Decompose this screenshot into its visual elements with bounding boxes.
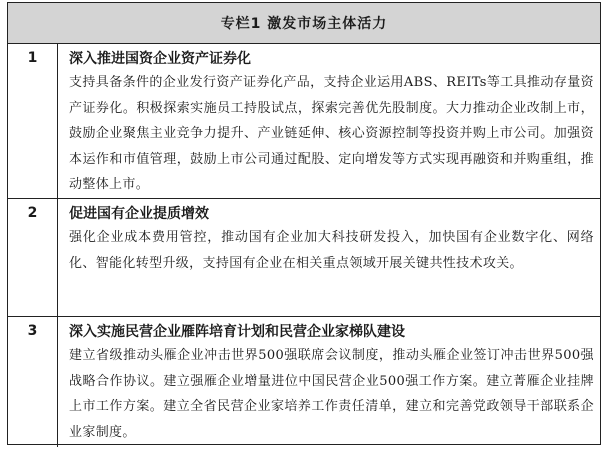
column-box bbox=[7, 2, 601, 445]
box-title: 专栏1 激发市场主体活力 bbox=[220, 16, 388, 32]
row-body: 建立省级推动头雁企业冲击世界500强联席会议制度，推动头雁企业签订冲击世界500强战略合作协议。建立强雁企业增量进位中国民营企业500强工作方案。建立菁雁企业挂牌上市工作方案。建立全省民营企业家培养工作责任清单，建立和完善党政领导干部联系企业家制度。 bbox=[69, 348, 594, 440]
row-body: 支持具备条件的企业发行资产证券化产品，支持企业运用ABS、REITs等工具推动存量资产证券化。积极探索实施员工持股试点，探索完善优先股制度。大力推动企业改制上市，鼓励企业聚焦主业竞争力提升、产业链延伸、核心资源控制等投资并购上市公司。加强资本运作和市值管理，鼓励上市公司通过配股、定向增发等方式实现再融资和并购重组，推动整体上市。 bbox=[69, 75, 594, 192]
table-row bbox=[8, 199, 600, 317]
row-heading: 深入实施民营企业雁阵培育计划和民营企业家梯队建设 bbox=[69, 324, 405, 340]
row-heading: 促进国有企业提质增效 bbox=[69, 206, 209, 222]
table-row bbox=[8, 44, 600, 199]
row-number: 2 bbox=[8, 199, 58, 316]
table-row bbox=[8, 317, 600, 447]
row-content bbox=[58, 44, 600, 198]
row-body: 强化企业成本费用管控，推动国有企业加大科技研发投入，加快国有企业数字化、网络化、智能化转型升级，支持国有企业在相关重点领域开展关键共性技术攻关。 bbox=[69, 230, 594, 271]
row-number: 1 bbox=[8, 44, 58, 198]
row-content bbox=[58, 317, 600, 447]
row-number: 3 bbox=[8, 317, 58, 447]
row-heading: 深入推进国资企业资产证券化 bbox=[69, 51, 251, 67]
title-row bbox=[8, 3, 600, 44]
row-content bbox=[58, 199, 600, 316]
